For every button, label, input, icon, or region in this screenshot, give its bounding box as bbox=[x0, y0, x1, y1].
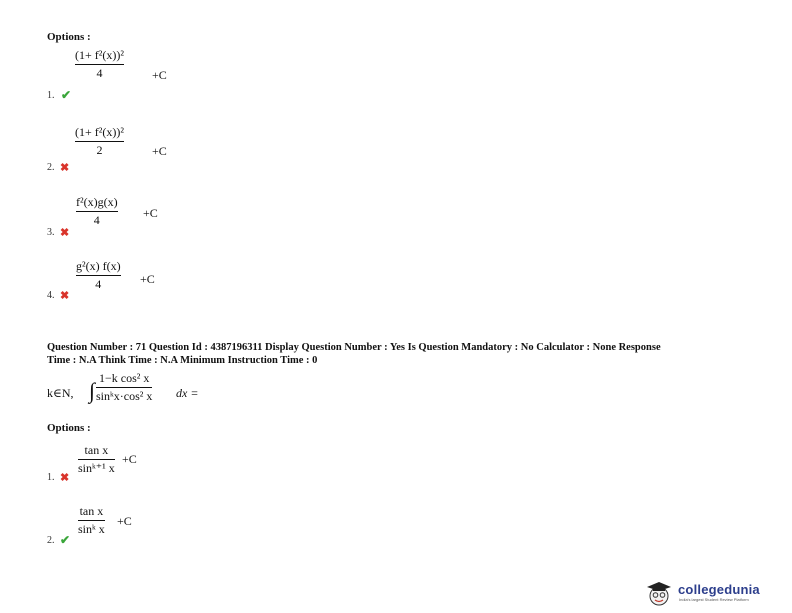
option-numerator: f²(x)g(x) bbox=[76, 195, 118, 209]
option-suffix: +C bbox=[152, 68, 167, 82]
correct-check-icon: ✔ bbox=[61, 88, 72, 102]
option-number: 2. bbox=[47, 162, 55, 173]
option-denominator: sinᵏ⁺¹ x bbox=[78, 461, 115, 475]
fraction-bar bbox=[76, 211, 118, 212]
option-suffix: +C bbox=[117, 514, 132, 528]
options-heading: Options : bbox=[47, 422, 91, 434]
option-numerator: tan x bbox=[79, 504, 104, 518]
question-meta-line-1: Question Number : 71 Question Id : 4387196311 Display Question Number : Yes Is Question Mandatory : No Calculator : None Response bbox=[47, 342, 661, 353]
question-meta-line-2: Time : N.A Think Time : N.A Minimum Instruction Time : 0 bbox=[47, 355, 318, 366]
option-expression bbox=[75, 48, 124, 81]
wrong-cross-icon: ✖ bbox=[60, 290, 70, 302]
fraction-bar bbox=[76, 275, 121, 276]
question-stem-prefix: k∈N, bbox=[47, 386, 74, 400]
option-numerator: g²(x) f(x) bbox=[76, 259, 121, 273]
logo-wordmark: collegedunia bbox=[678, 582, 760, 597]
wrong-cross-icon: ✖ bbox=[60, 162, 70, 174]
option-expression bbox=[78, 504, 105, 537]
fraction-bar bbox=[78, 459, 115, 460]
option-numerator: (1+ f²(x))² bbox=[75, 125, 124, 139]
question-stem-suffix: dx = bbox=[176, 386, 199, 400]
question-stem-fraction bbox=[96, 371, 152, 404]
option-numerator: (1+ f²(x))² bbox=[75, 48, 124, 62]
correct-check-icon: ✔ bbox=[60, 533, 71, 547]
option-expression bbox=[76, 195, 118, 228]
wrong-cross-icon: ✖ bbox=[60, 472, 70, 484]
option-denominator: sinᵏ x bbox=[78, 522, 105, 536]
option-denominator: 2 bbox=[96, 143, 103, 157]
option-denominator: 4 bbox=[93, 213, 100, 227]
options-heading: Options : bbox=[47, 31, 91, 43]
option-number: 1. bbox=[47, 472, 55, 483]
fraction-bar bbox=[78, 520, 105, 521]
option-suffix: +C bbox=[122, 452, 137, 466]
logo-tagline: India's largest Student Review Platform bbox=[679, 597, 749, 602]
fraction-bar bbox=[96, 387, 152, 388]
option-number: 1. bbox=[47, 90, 55, 101]
integral-sign: ∫ bbox=[89, 378, 96, 403]
collegedunia-logo bbox=[642, 580, 790, 608]
option-number: 4. bbox=[47, 290, 55, 301]
stem-numerator: 1−k cos² x bbox=[99, 371, 150, 385]
mascot-icon bbox=[642, 580, 676, 608]
option-expression bbox=[78, 443, 115, 476]
stem-denominator: sinᵏx·cos² x bbox=[96, 389, 153, 403]
option-number: 2. bbox=[47, 535, 55, 546]
option-denominator: 4 bbox=[95, 277, 102, 291]
option-numerator: tan x bbox=[84, 443, 109, 457]
option-expression bbox=[75, 125, 124, 158]
option-suffix: +C bbox=[152, 144, 167, 158]
option-suffix: +C bbox=[143, 206, 158, 220]
wrong-cross-icon: ✖ bbox=[60, 227, 70, 239]
option-denominator: 4 bbox=[96, 66, 103, 80]
option-number: 3. bbox=[47, 227, 55, 238]
fraction-bar bbox=[75, 141, 124, 142]
fraction-bar bbox=[75, 64, 124, 65]
option-suffix: +C bbox=[140, 272, 155, 286]
option-expression bbox=[76, 259, 121, 292]
